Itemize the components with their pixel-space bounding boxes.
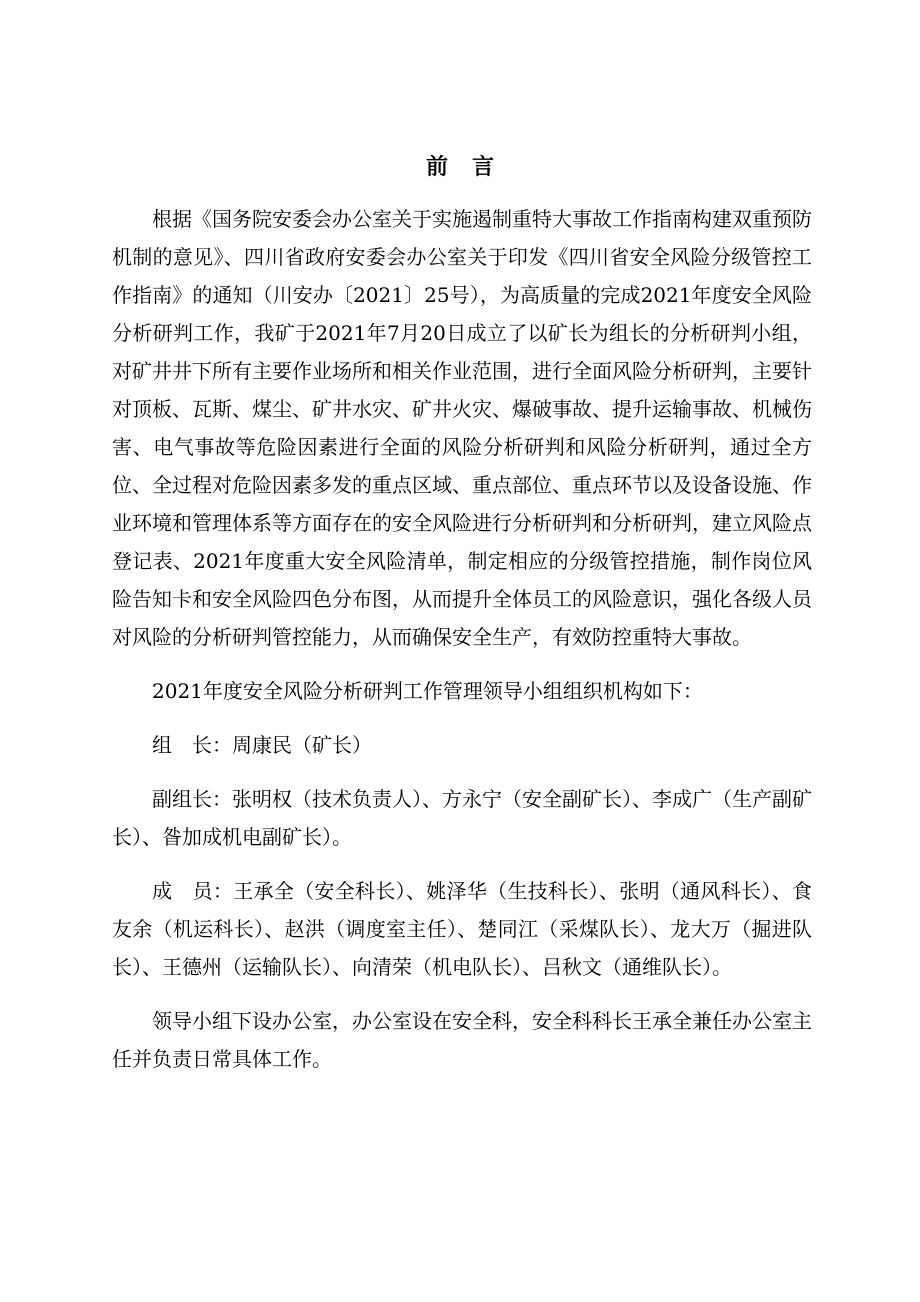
group-leader-line: 组 长：周康民（矿长） (152, 733, 372, 757)
org-structure-intro: 2021年度安全风险分析研判工作管理领导小组组织机构如下： (152, 679, 703, 703)
office-paragraph: 领导小组下设办公室，办公室设在安全科，安全科科长王承全兼任办公室主任并负责日常具体工作。 (112, 1009, 812, 1071)
members-paragraph: 成 员：王承全（安全科长）、姚泽华（生技科长）、张明（通风科长）、食友余（机运科长）、赵洪（调度室主任）、楚同江（采煤队长）、龙大万（掘进队长）、王德州（运输队长）、向清荣（机电队长）、吕秋文（通维队长）。 (112, 879, 812, 979)
document-body (112, 200, 812, 1078)
page-title: 前言 (425, 154, 518, 180)
intro-paragraph: 根据《国务院安委会办公室关于实施遏制重特大事故工作指南构建双重预防机制的意见》、四川省政府安委会办公室关于印发《四川省安全风险分级管控工作指南》的通知（川安办〔2021〕25号），为高质量的完成2021年度安全风险分析研判工作，我矿于2021年7月20日成立了以矿长为组长的分析研判小组，对矿井井下所有主要作业场所和相关作业范围，进行全面风险分析研判，主要针对顶板、瓦斯、煤尘、矿井水灾、矿井火灾、爆破事故、提升运输事故、机械伤害、电气事故等危险因素进行全面的风险分析研判和风险分析研判，通过全方位、全过程对危险因素多发的重点区域、重点部位、重点环节以及设备设施、作业环境和管理体系等方面存在的安全风险进行分析研判和分析研判，建立风险点登记表、2021年度重大安全风险清单，制定相应的分级管控措施，制作岗位风险告知卡和安全风险四色分布图，从而提升全体员工的风险意识，强化各级人员对风险的分析研判管控能力，从而确保安全生产，有效防控重特大事故。 (112, 207, 812, 649)
deputy-leaders-paragraph: 副组长：张明权（技术负责人）、方永宁（安全副矿长）、李成广（生产副矿长）、昝加成机电副矿长）。 (112, 787, 812, 849)
